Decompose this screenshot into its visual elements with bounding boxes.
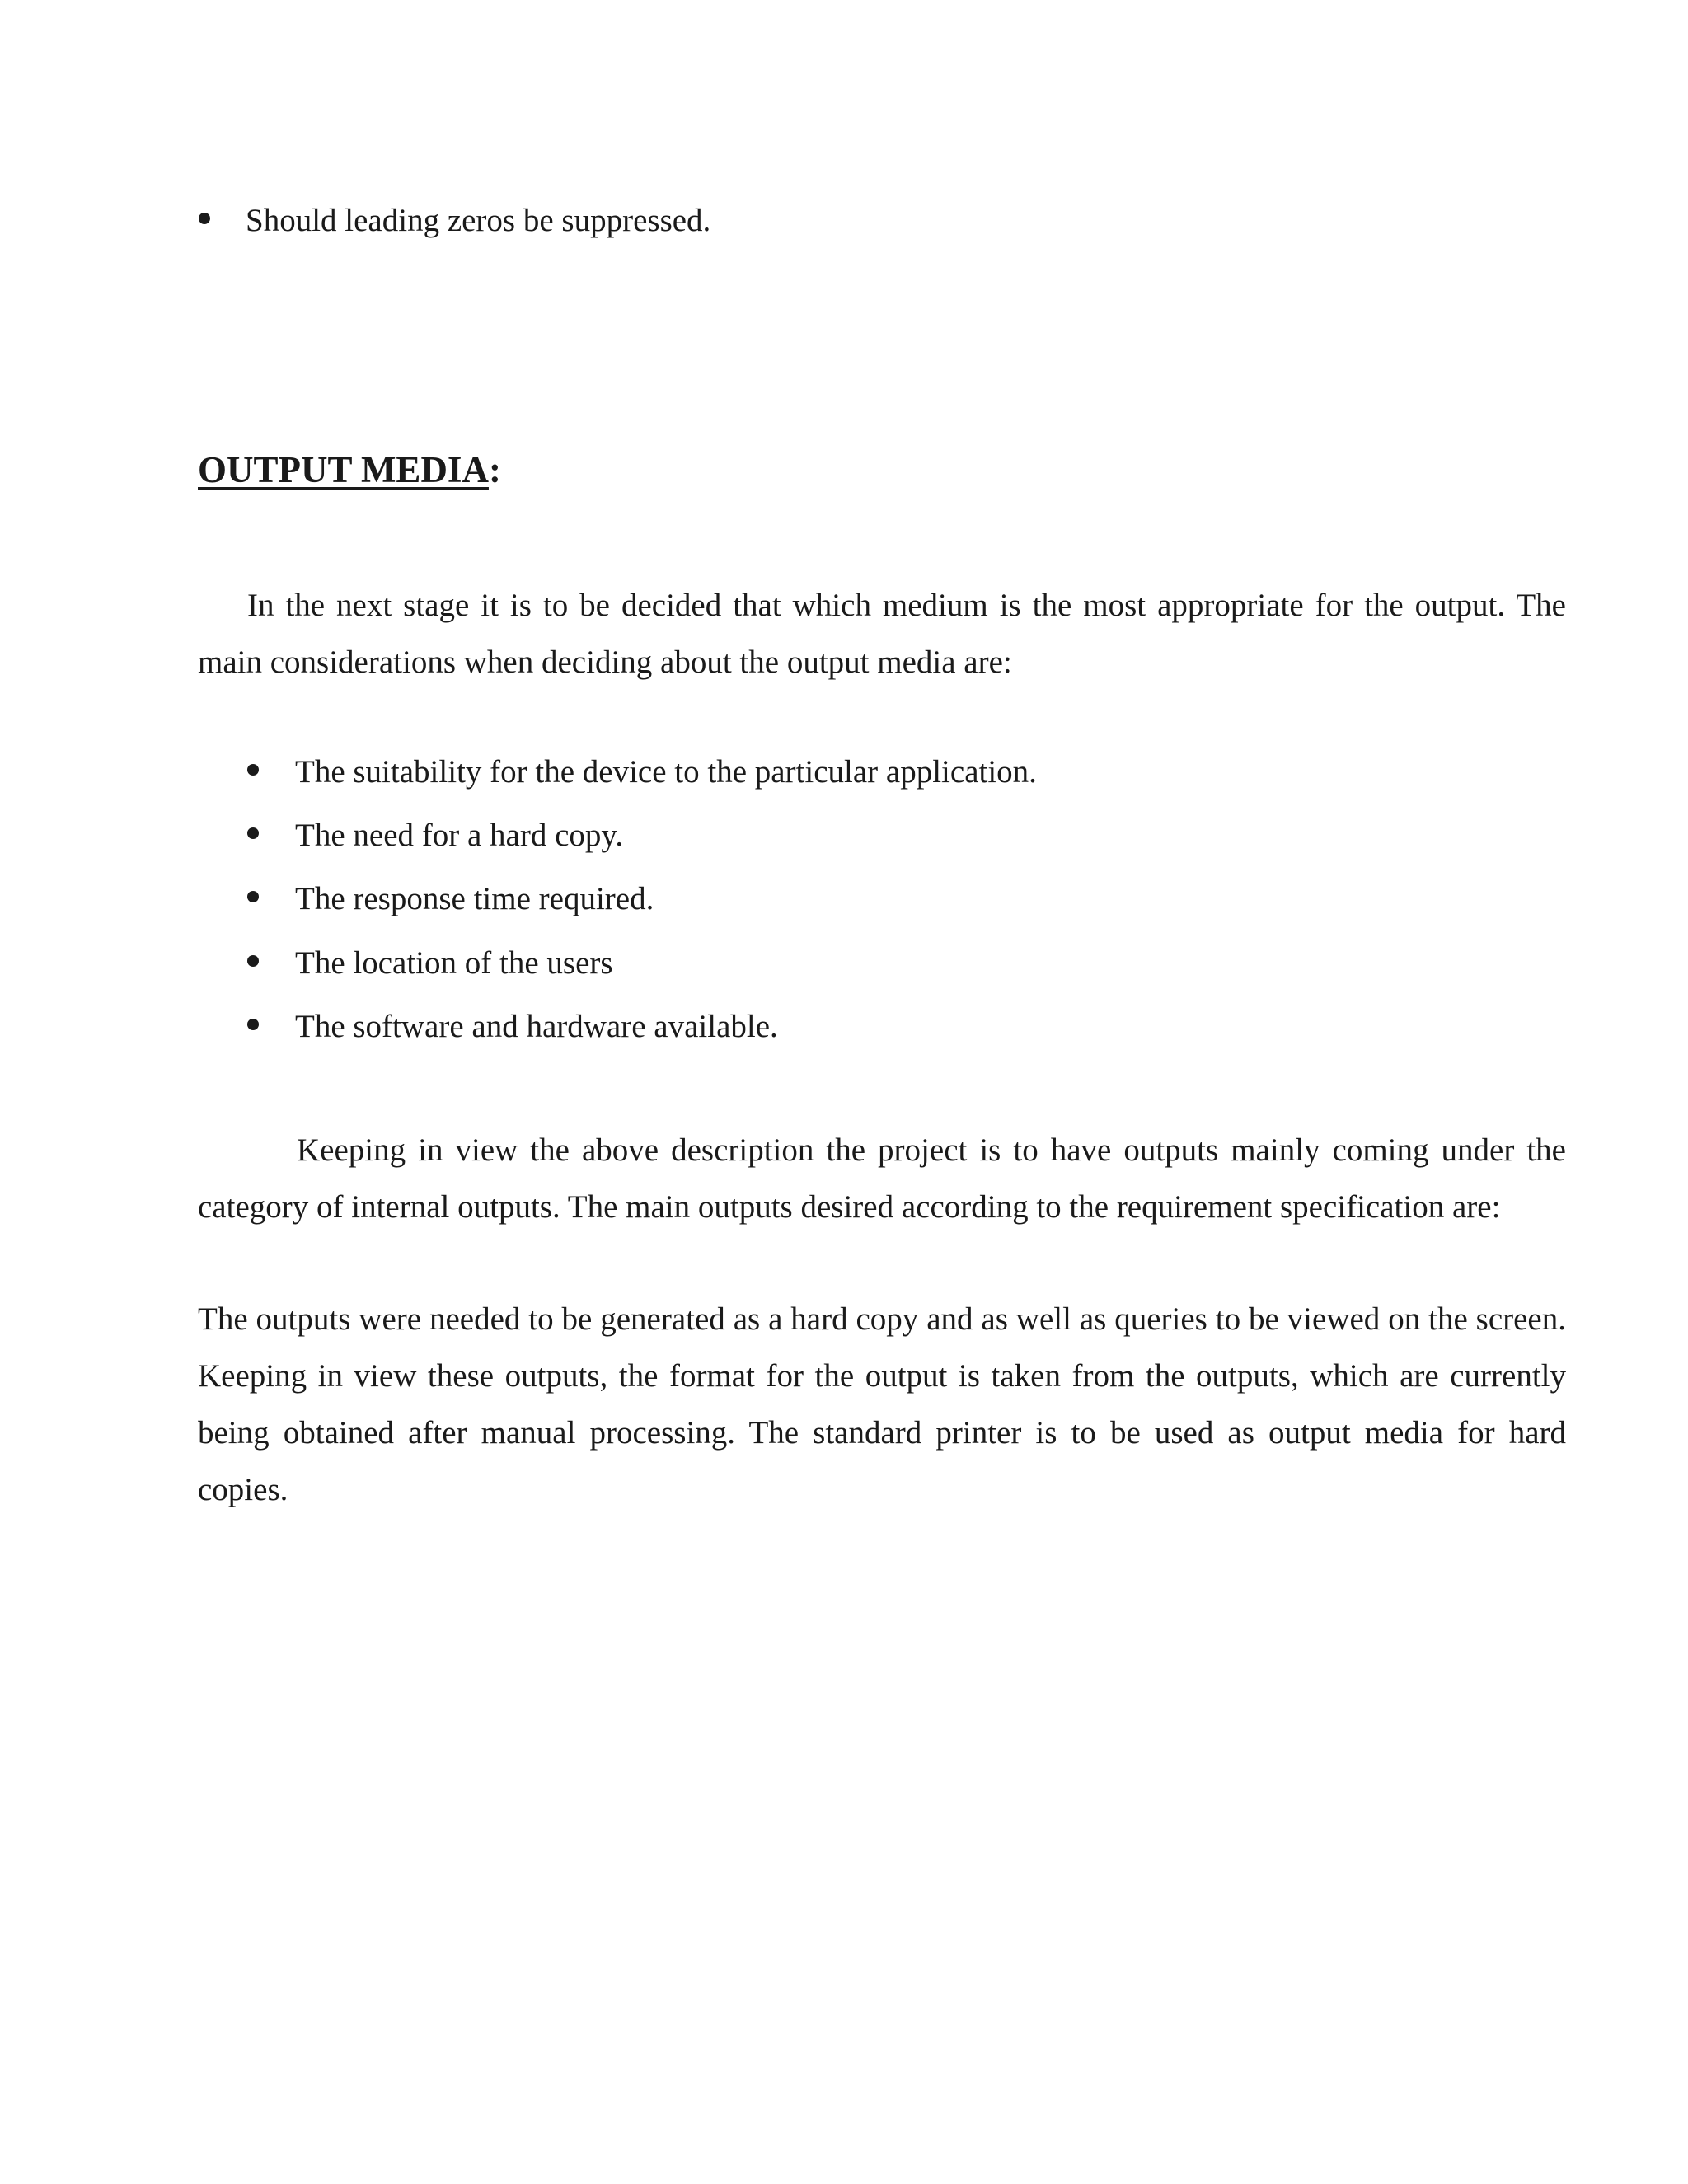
intro-paragraph: In the next stage it is to be decided that which medium is the most appropriate for the output. The main considerations when deciding about the output media are: <box>198 588 1566 680</box>
top-bullet-text: Should leading zeros be suppressed. <box>246 203 711 238</box>
section-heading <box>198 449 501 490</box>
list-item-text: The location of the users <box>295 945 613 981</box>
bullet-icon <box>247 1019 259 1030</box>
bullet-icon <box>247 827 259 839</box>
list-item-text: The response time required. <box>295 881 654 916</box>
bullet-icon <box>247 955 259 967</box>
list-item-text: The need for a hard copy. <box>295 818 624 853</box>
list-item-text: The suitability for the device to the particular application. <box>295 754 1037 790</box>
bullet-icon <box>247 891 259 902</box>
view-paragraph: Keeping in view the above description the project is to have outputs mainly coming under the category of internal outputs. The main outputs desired according to the requirement specification are: <box>198 1132 1566 1225</box>
bullet-icon <box>247 764 259 776</box>
outputs-paragraph: The outputs were needed to be generated as a hard copy and as well as queries to be viewed on the screen. Keeping in view these outputs, the format for the output is taken from the outputs, which are currently being obtained after manual processing. The standard printer is to be used as output media for hard copies. <box>198 1301 1566 1507</box>
list-item-text: The software and hardware available. <box>295 1009 778 1044</box>
section-heading-text: OUTPUT MEDIA <box>198 449 489 490</box>
bullet-icon <box>199 213 210 224</box>
section-heading-colon: : <box>488 449 501 490</box>
